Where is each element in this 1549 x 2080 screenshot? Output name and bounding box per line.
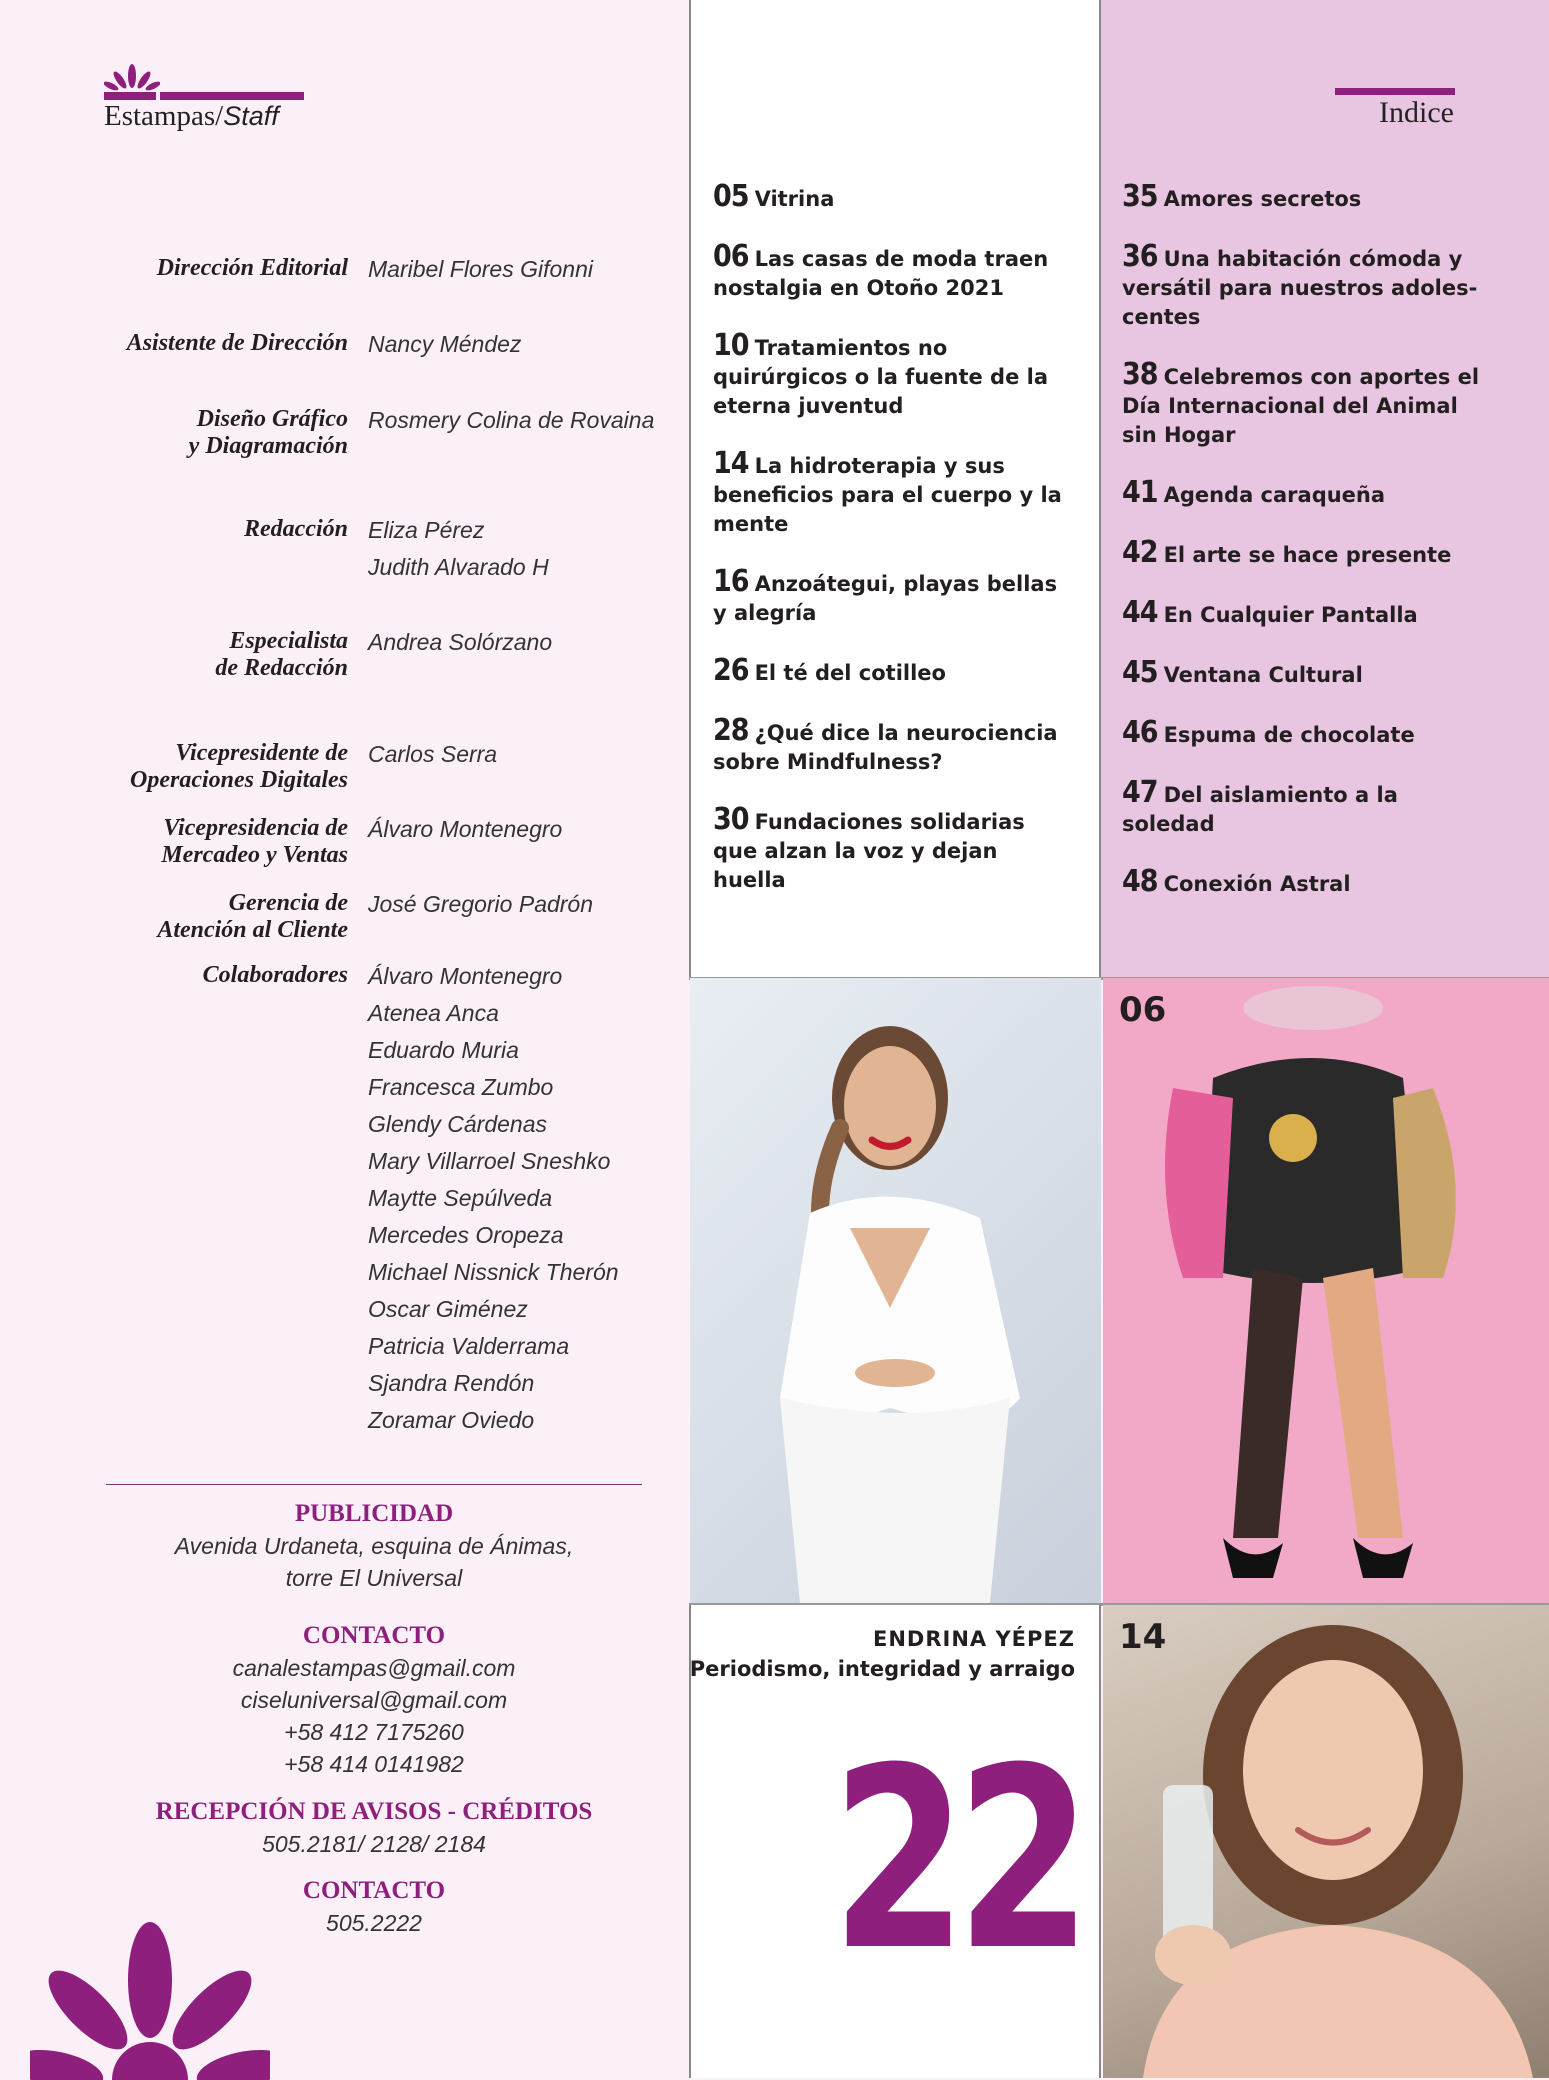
staff-name: Carlos Serra bbox=[368, 741, 498, 767]
feature-name: ENDRINA YÉPEZ bbox=[873, 1627, 1075, 1651]
info-line: Avenida Urdaneta, esquina de Ánimas, bbox=[174, 1533, 574, 1559]
info-line: +58 412 7175260 bbox=[284, 1719, 464, 1745]
staff-name: Patricia Valderrama bbox=[368, 1333, 570, 1359]
staff-names bbox=[368, 736, 497, 773]
toc-item[interactable] bbox=[1122, 595, 1482, 630]
staff-name: Andrea Solórzano bbox=[368, 629, 553, 655]
toc-page-number: 41 bbox=[1122, 475, 1158, 510]
staff-name: Oscar Giménez bbox=[368, 1296, 528, 1322]
toc-item[interactable] bbox=[713, 446, 1073, 539]
staff-names bbox=[368, 886, 593, 923]
toc-item[interactable] bbox=[1122, 179, 1482, 214]
staff-name: Glendy Cárdenas bbox=[368, 1111, 547, 1137]
toc-title: En Cualquier Pantalla bbox=[1163, 603, 1418, 627]
staff-role bbox=[189, 406, 348, 460]
staff-names bbox=[368, 512, 549, 586]
toc-title: Fundaciones solidarias que alzan la voz y dejan huella bbox=[713, 810, 1025, 892]
info-line: +58 414 0141982 bbox=[284, 1751, 464, 1777]
toc-title: Espuma de chocolate bbox=[1163, 723, 1415, 747]
staff-names bbox=[368, 402, 654, 439]
toc-page-number: 46 bbox=[1122, 715, 1158, 750]
index-title: Indice bbox=[1379, 96, 1454, 129]
toc-title: Conexión Astral bbox=[1163, 872, 1351, 896]
staff-name: Francesca Zumbo bbox=[368, 1074, 554, 1100]
staff-name: Álvaro Montenegro bbox=[368, 816, 563, 842]
staff-role-line: Dirección Editorial bbox=[156, 255, 348, 281]
staff-role-line: y Diagramación bbox=[188, 433, 348, 459]
staff-role-line: Operaciones Digitales bbox=[130, 767, 348, 793]
info-block bbox=[106, 1620, 642, 1780]
toc-item[interactable] bbox=[713, 179, 1073, 214]
flower-decoration-icon bbox=[30, 1920, 270, 2080]
toc-page-number: 30 bbox=[713, 802, 749, 837]
toc-title: ¿Qué dice la neurociencia sobre Mindfulness? bbox=[713, 721, 1058, 774]
info-line: ciseluniversal@gmail.com bbox=[240, 1687, 508, 1713]
toc-title: Del aislamiento a la soledad bbox=[1122, 783, 1398, 836]
toc-title: Ventana Cultural bbox=[1163, 663, 1363, 687]
toc-item[interactable] bbox=[713, 802, 1073, 895]
staff-names bbox=[368, 811, 562, 848]
toc-page-number: 45 bbox=[1122, 655, 1158, 690]
staff-name: Maribel Flores Gifonni bbox=[368, 256, 593, 282]
info-heading: CONTACTO bbox=[302, 1877, 446, 1904]
spa-page-number: 14 bbox=[1119, 1617, 1167, 1657]
staff-name: Álvaro Montenegro bbox=[368, 963, 563, 989]
info-line: 505.2181/ 2128/ 2184 bbox=[262, 1831, 486, 1857]
toc-right bbox=[1122, 179, 1482, 927]
staff-name: Mercedes Oropeza bbox=[368, 1222, 564, 1248]
staff-role bbox=[215, 628, 348, 682]
toc-item[interactable] bbox=[1122, 655, 1482, 690]
staff-role bbox=[244, 516, 348, 543]
logo-bar bbox=[160, 92, 304, 100]
toc-item[interactable] bbox=[1122, 239, 1482, 332]
toc-item[interactable] bbox=[713, 239, 1073, 303]
staff-role-line: Redacción bbox=[244, 516, 348, 542]
toc-item[interactable] bbox=[713, 713, 1073, 777]
toc-page-number: 06 bbox=[713, 239, 749, 274]
staff-role-line: Vicepresidente de bbox=[175, 740, 348, 766]
toc-page-number: 48 bbox=[1122, 864, 1158, 899]
staff-role bbox=[130, 740, 348, 794]
toc-item[interactable] bbox=[713, 653, 1073, 688]
logo-bar-left bbox=[104, 92, 156, 100]
feature-page-number: 22 bbox=[831, 1714, 1081, 2005]
staff-role-line: Asistente de Dirección bbox=[126, 330, 348, 356]
staff-names bbox=[368, 251, 593, 288]
staff-name: Rosmery Colina de Rovaina bbox=[368, 407, 655, 433]
toc-page-number: 38 bbox=[1122, 357, 1158, 392]
staff-role bbox=[161, 815, 348, 869]
staff-role-line: Atención al Cliente bbox=[157, 917, 348, 943]
toc-page-number: 16 bbox=[713, 564, 749, 599]
feature-block bbox=[689, 1605, 1101, 2078]
toc-item[interactable] bbox=[1122, 475, 1482, 510]
staff-name: Maytte Sepúlveda bbox=[368, 1185, 553, 1211]
fashion-page-number: 06 bbox=[1119, 990, 1167, 1030]
spa-illustration bbox=[1103, 1605, 1549, 2078]
toc-title: Amores secretos bbox=[1163, 187, 1362, 211]
staff-name: José Gregorio Padrón bbox=[368, 891, 594, 917]
info-line: 505.2222 bbox=[326, 1910, 422, 1936]
toc-item[interactable] bbox=[1122, 715, 1482, 750]
toc-title: Vitrina bbox=[754, 187, 835, 211]
staff-name: Atenea Anca bbox=[368, 1000, 499, 1026]
toc-item[interactable] bbox=[1122, 864, 1482, 899]
staff-names bbox=[368, 624, 552, 661]
staff-name: Sjandra Rendón bbox=[368, 1370, 535, 1396]
flower-logo-icon bbox=[104, 62, 160, 94]
staff-role bbox=[157, 890, 348, 944]
toc-page-number: 14 bbox=[713, 446, 749, 481]
toc-title: Agenda caraqueña bbox=[1163, 483, 1386, 507]
toc-title: Anzoátegui, playas bellas y alegría bbox=[713, 572, 1058, 625]
info-block bbox=[106, 1796, 642, 1860]
staff-role-line: de Redacción bbox=[215, 655, 348, 681]
staff-role bbox=[203, 962, 348, 989]
toc-page-number: 42 bbox=[1122, 535, 1158, 570]
toc-item[interactable] bbox=[1122, 357, 1482, 450]
spa-photo bbox=[1103, 1605, 1549, 2078]
staff-names bbox=[368, 326, 521, 363]
woman-illustration bbox=[690, 978, 1101, 1603]
toc-page-number: 26 bbox=[713, 653, 749, 688]
staff-names bbox=[368, 958, 619, 1439]
staff-name: Eliza Pérez bbox=[368, 517, 485, 543]
toc-page-number: 44 bbox=[1122, 595, 1158, 630]
toc-item[interactable] bbox=[1122, 535, 1482, 570]
info-heading: PUBLICIDAD bbox=[294, 1500, 454, 1527]
staff-role-line: Diseño Gráfico bbox=[196, 406, 348, 432]
info-block bbox=[106, 1498, 642, 1594]
brand-title bbox=[104, 100, 279, 133]
staff-name: Judith Alvarado H bbox=[368, 554, 549, 580]
staff-name: Nancy Méndez bbox=[368, 331, 522, 357]
toc-page-number: 35 bbox=[1122, 179, 1158, 214]
info-heading: RECEPCIÓN DE AVISOS - CRÉDITOS bbox=[155, 1798, 593, 1825]
toc-title: Tratamientos no quirúrgicos o la fuente de la eterna juventud bbox=[713, 336, 1049, 418]
toc-title: Una habitación cómoda y versátil para nuestros adoles-centes bbox=[1122, 247, 1478, 329]
section-name: Staff bbox=[223, 101, 279, 131]
fashion-illustration bbox=[1103, 978, 1549, 1603]
toc-title: Celebremos con aportes el Día Internacional del Animal sin Hogar bbox=[1122, 365, 1480, 447]
staff-name: Zoramar Oviedo bbox=[368, 1407, 535, 1433]
toc-page-number: 05 bbox=[713, 179, 749, 214]
toc-page-number: 36 bbox=[1122, 239, 1158, 274]
toc-title: La hidroterapia y sus beneficios para el cuerpo y la mente bbox=[713, 454, 1062, 536]
brand-name: Estampas/ bbox=[104, 100, 224, 132]
info-line: torre El Universal bbox=[285, 1565, 463, 1591]
toc-page-number: 47 bbox=[1122, 775, 1158, 810]
staff-role-line: Colaboradores bbox=[202, 962, 348, 988]
toc-item[interactable] bbox=[713, 328, 1073, 421]
staff-role bbox=[157, 255, 348, 282]
staff-role-line: Especialista bbox=[229, 628, 348, 654]
staff-role-line: Mercadeo y Ventas bbox=[161, 842, 348, 868]
cover-photo-woman bbox=[690, 978, 1101, 1603]
index-bar bbox=[1335, 88, 1455, 95]
staff-role-line: Gerencia de bbox=[228, 890, 348, 916]
divider bbox=[106, 1484, 642, 1485]
toc-left bbox=[713, 179, 1073, 923]
staff-name: Eduardo Muria bbox=[368, 1037, 519, 1063]
staff-name: Michael Nissnick Therón bbox=[368, 1259, 619, 1285]
staff-role-line: Vicepresidencia de bbox=[163, 815, 348, 841]
staff-name: Mary Villarroel Sneshko bbox=[368, 1148, 611, 1174]
toc-title: El arte se hace presente bbox=[1163, 543, 1452, 567]
toc-page-number: 10 bbox=[713, 328, 749, 363]
fashion-photo bbox=[1103, 978, 1549, 1603]
feature-subtitle: Periodismo, integridad y arraigo bbox=[689, 1657, 1075, 1681]
toc-title: El té del cotilleo bbox=[754, 661, 946, 685]
toc-title: Las casas de moda traen nostalgia en Otoño 2021 bbox=[713, 247, 1049, 300]
toc-item[interactable] bbox=[1122, 775, 1482, 839]
staff-role bbox=[127, 330, 348, 357]
info-line: canalestampas@gmail.com bbox=[232, 1655, 516, 1681]
info-heading: CONTACTO bbox=[302, 1622, 446, 1649]
toc-item[interactable] bbox=[713, 564, 1073, 628]
toc-page-number: 28 bbox=[713, 713, 749, 748]
